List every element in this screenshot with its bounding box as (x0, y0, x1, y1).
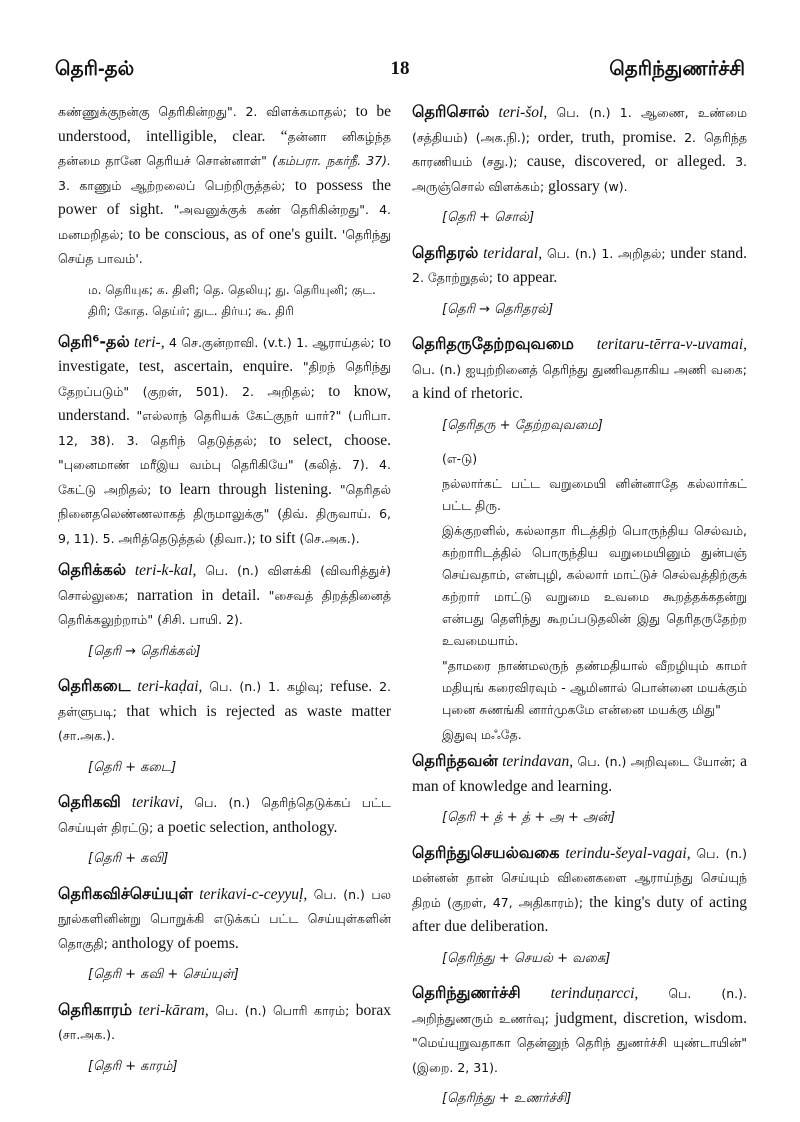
quote-text: "எல்லாந் தெரியக் கேட்குநர் யார்?" (பரிபா. 12, 38). (58, 408, 391, 448)
dictionary-entry (58, 674, 391, 749)
headword: தெரிந்தவன் (412, 751, 498, 770)
transliteration: terikavi, (120, 794, 184, 811)
headword: தெரிகவிச்செய்யுள் (58, 883, 193, 903)
sense-tamil: விளக்கி (விவரித்துச்) சொல்லுகை; (58, 563, 391, 603)
sense-tamil: 1. கழிவு; (261, 679, 324, 694)
headword: தெரிகவி (58, 792, 121, 811)
example-explanation: இக்குறளில், கல்லாதா ரிடத்திற் பொருந்திய செல்வம், கற்றாரிடத்தில் பொருந்திய வறுமையினும் துன்பஞ் செய்வதாம், என்புழி, கல்லார் மாட்டுச் செல்வத்திற்குக் கற்றார் மாட்டு வறுமை உவமை கூறத்தக்கதன்று என்பது தெளிந்து கூறப்படுதலின் இது தெரிதருதேற்ற உவமையாம். (442, 523, 747, 648)
headword: தெரிந்துணர்ச்சி (412, 983, 521, 1002)
headword: தெரிகாரம் (58, 999, 133, 1019)
dictionary-entry (58, 882, 391, 957)
grammar-label: 4 செ.குன்றாவி. (v.t.) (164, 334, 292, 350)
grammar-label: பெ. (n.) (183, 795, 251, 810)
example-kural: நல்லார்கட் பட்ட வறுமையி னின்னாதே கல்லார்கட் பட்ட திரு. (442, 476, 747, 513)
dictionary-entry (412, 241, 747, 291)
grammar-label: பெ. (n.) (307, 886, 365, 902)
sense-english: a man of knowledge and learning. (412, 753, 747, 795)
grammar-label: பெ. (n.) (202, 679, 262, 694)
sense-english: to appear. (493, 269, 558, 286)
example-label: (எ-டு) (442, 451, 478, 466)
left-column (58, 100, 391, 1089)
sense-english: refuse. (323, 678, 380, 695)
sense-english: judgment, discretion, wisdom. (548, 1009, 747, 1027)
page-header (55, 58, 745, 88)
grammar-label: பெ. (n.) (547, 105, 611, 120)
quote-text: 'தெரிந்து செய்த பாவம்'. (58, 226, 391, 266)
source-ref: (செ.அக.). (299, 530, 360, 546)
quote-text: "அவனுக்குக் கண் தெரிகின்றது". 4. மனமறிதல்; (58, 202, 392, 242)
sense-tamil: ஐயுற்றினைத் தெரிந்து துணிவதாகிய அணி வகை; (461, 361, 747, 377)
sense-tamil: 4. கேட்டு அறிதல்; (58, 457, 391, 497)
sense-english: under stand. (665, 244, 747, 262)
sense-english: anthology of poems. (107, 934, 239, 952)
source-ref: (சா.அக.). (58, 1027, 116, 1042)
sense-tamil: 1. ஆராய்தல்; (291, 334, 375, 350)
sense-english: to investigate, test, ascertain, enquire. (58, 333, 392, 375)
sense-tamil: பொரி காரம்; (266, 1002, 350, 1018)
transliteration: teritaru-tērra-v-uvamai, (573, 336, 747, 353)
quote-text: தன்னா னிகழ்ந்த தன்மை தானே தெரியச் சொன்னாள் (58, 128, 392, 168)
etymology: [தெரி + சொல்] (442, 210, 535, 225)
headword: தெரிசொல் (412, 102, 490, 121)
sense-tamil: 2. அறிதல்; (228, 383, 315, 399)
source-ref: (w). (603, 178, 628, 194)
etymology: [தெரி → தெரிதரல்] (442, 301, 554, 317)
headword: தெரிதருதேற்றவுவமை (412, 334, 574, 353)
transliteration: terindavan, (497, 753, 574, 770)
dictionary-entry (412, 841, 747, 940)
grammar-label: பெ. (n.) (412, 361, 462, 377)
sense-tamil: 2. தள்ளுபடி; (58, 679, 391, 719)
sense-english: borax (349, 1001, 391, 1019)
sense-english: narration in detail. (128, 586, 269, 604)
sense-tamil: மன்னன் தான் செய்யும் வினைகளை ஆராய்ந்து செய்யுந் திறம் (குறள், 47, அதிகாரம்); (412, 870, 747, 910)
etymology: [தெரி → தெரிக்கல்] (88, 643, 201, 659)
sense-tamil: 1. அறிதல்; (596, 245, 666, 261)
sense-tamil: 3. காணும் ஆற்றலைப் பெற்றிருத்தல்; (58, 177, 286, 193)
grammar-label: பெ. (n.). (638, 986, 747, 1001)
running-head-left: தெரி-தல் (55, 58, 135, 80)
dictionary-entry (58, 330, 391, 552)
grammar-label: பெ. (n.) (573, 754, 627, 769)
headword: தெரி⁶-தல் (58, 331, 130, 351)
dictionary-entry (58, 558, 391, 633)
quote-text: "மெய்யுறுவதாகா தென்னுந் தெரிந் துணர்ச்சி யுண்டாயின்" (இறை. 2, 31). (412, 1035, 747, 1075)
grammar-label: பெ. (n.) (196, 563, 259, 578)
etymology: [தெரி + த் + த் + அ + அன்] (442, 810, 616, 825)
source-ref: " (கம்பரா. நகர்நீ. 37). (261, 153, 391, 168)
source-ref: (சா.அக.). (58, 728, 116, 743)
grammar-label: பெ. (n.) (690, 845, 747, 861)
sense-tamil: பல நூல்களினின்று பொறுக்கி எடுக்கப் பட்ட செய்யுள்களின் தொகுதி; (58, 886, 391, 951)
transliteration: teri-šol, (489, 104, 548, 121)
sense-english: cause, discovered, or alleged. (517, 153, 736, 170)
sense-english: to learn through listening. (151, 480, 340, 498)
continued-english-text: to be understood, intelligible, clear. “ (58, 103, 392, 145)
example-note: இதுவு மஃதே. (442, 727, 522, 742)
continued-entry (58, 100, 391, 272)
etymology: [தெரிந்து + செயல் + வகை] (442, 950, 611, 966)
sense-tamil: 2. தெரிந்த காரணியம் (சது.); (412, 129, 747, 169)
cognates-note: ம. தெரியுக; க. திளி; தெ. தெலியு; து. தெரியுனி; குட. திரி; கோத. தெய்ர்; துட. திர்ய; கூ. திரி (88, 282, 376, 318)
dictionary-entry (58, 790, 391, 840)
sense-english: to select, choose. (257, 431, 391, 449)
dictionary-entry (412, 332, 747, 407)
transliteration: terikavi-c-ceyyuḷ, (192, 885, 308, 903)
etymology: [தெரி + கவி + செய்யுள்] (88, 967, 239, 982)
quote-text: "தெரிதல் நினைதலெண்ணலாகத் திருமாலுக்கு" (திவ். திருவாய். 6, 9, 11). (58, 481, 392, 546)
sense-english: a kind of rhetoric. (412, 385, 524, 402)
sense-tamil: 1. ஆணை, உண்மை (சத்தியம்) (அக.நி.); (412, 105, 748, 145)
sense-tamil: 3. அருஞ்சொல் விளக்கம்; (412, 154, 747, 194)
headword: தெரிந்துசெயல்வகை (412, 842, 560, 862)
sense-tamil: தெரிந்தெடுக்கப் பட்ட செய்யுள் திரட்டு; (58, 795, 391, 835)
sense-english: the king's duty of acting after due deliberation. (412, 893, 747, 935)
sense-tamil: அறிந்துணரும் உணர்வு; (412, 1010, 549, 1026)
transliteration: teri-, (129, 333, 165, 351)
grammar-label: பெ. (n.) (208, 1002, 267, 1018)
sense-english: to be conscious, as of one's guilt. (123, 225, 342, 243)
dictionary-entry (412, 981, 747, 1080)
dictionary-entry (412, 100, 747, 199)
continued-tamil-text: கண்ணுக்குநன்கு தெரிகின்றது". 2. விளக்கமாதல்; (58, 104, 347, 119)
headword: தெரிதரல் (412, 242, 479, 262)
quote-text: "திறந் தெரிந்து தேறப்படும்" (குறள், 501). (58, 359, 391, 399)
transliteration: teri-kaḍai, (130, 678, 203, 695)
grammar-label: பெ. (n.) (542, 245, 597, 261)
sense-english: a poetic selection, anthology. (153, 818, 338, 836)
etymology: [தெரி + கடை] (88, 759, 177, 775)
example-verse: "தாமரை நாண்மலருந் தண்மதியால் வீறழியும் காமர் மதியுங் கரைவிரவும் - ஆமினால் பொன்னை மயக்கும் புனை சுணங்கி னார்முகமே என்னை மயக்கு மிது" (442, 658, 747, 717)
quote-text: "புனைமாண் மரீஇய வம்பு தெரிகியே" (கலித். 7). (58, 457, 369, 472)
transliteration: terindu-šeyal-vagai, (559, 844, 691, 862)
running-head-right: தெரிந்துணர்ச்சி (609, 58, 745, 80)
dictionary-entry (412, 749, 747, 799)
headword: தெரிக்கல் (58, 560, 127, 579)
transliteration: teridaral, (478, 244, 543, 262)
headword: தெரிகடை (58, 676, 131, 695)
sense-english: to possess the power of sight. (58, 176, 391, 218)
sense-english: to sift (255, 529, 300, 547)
etymology: [தெரி + கவி] (88, 851, 169, 866)
transliteration: terinduṇarcci, (520, 985, 639, 1002)
quote-text: "சைவத் திறத்தினைத் தெரிக்கலுற்றாம்" (சிசி. பாயி. 2). (58, 587, 391, 627)
sense-tamil: அறிவுடை யோன்; (626, 754, 736, 769)
etymology: [தெரி + காரம்] (88, 1058, 178, 1074)
sense-english: to know, understand. (58, 382, 391, 424)
right-column (412, 100, 747, 1122)
sense-english: that which is rejected as waste matter (117, 702, 391, 720)
transliteration: teri-k-kal, (126, 562, 197, 579)
etymology: [தெரிதரு + தேற்றவுவமை] (442, 417, 603, 433)
sense-tamil: 3. தெரிந் தெடுத்தல்; (114, 432, 258, 448)
sense-tamil: 2. தோற்றுதல்; (412, 270, 494, 285)
sense-english: order, truth, promise. (529, 128, 685, 146)
dictionary-entry (58, 998, 391, 1048)
page-number: 18 (390, 58, 410, 79)
sense-english: glossary (544, 177, 604, 195)
etymology: [தெரிந்து + உணர்ச்சி] (442, 1091, 572, 1106)
sense-tamil: 5. அரித்தெடுத்தல் (திவா.); (98, 530, 256, 546)
transliteration: teri-kāram, (132, 1001, 209, 1019)
